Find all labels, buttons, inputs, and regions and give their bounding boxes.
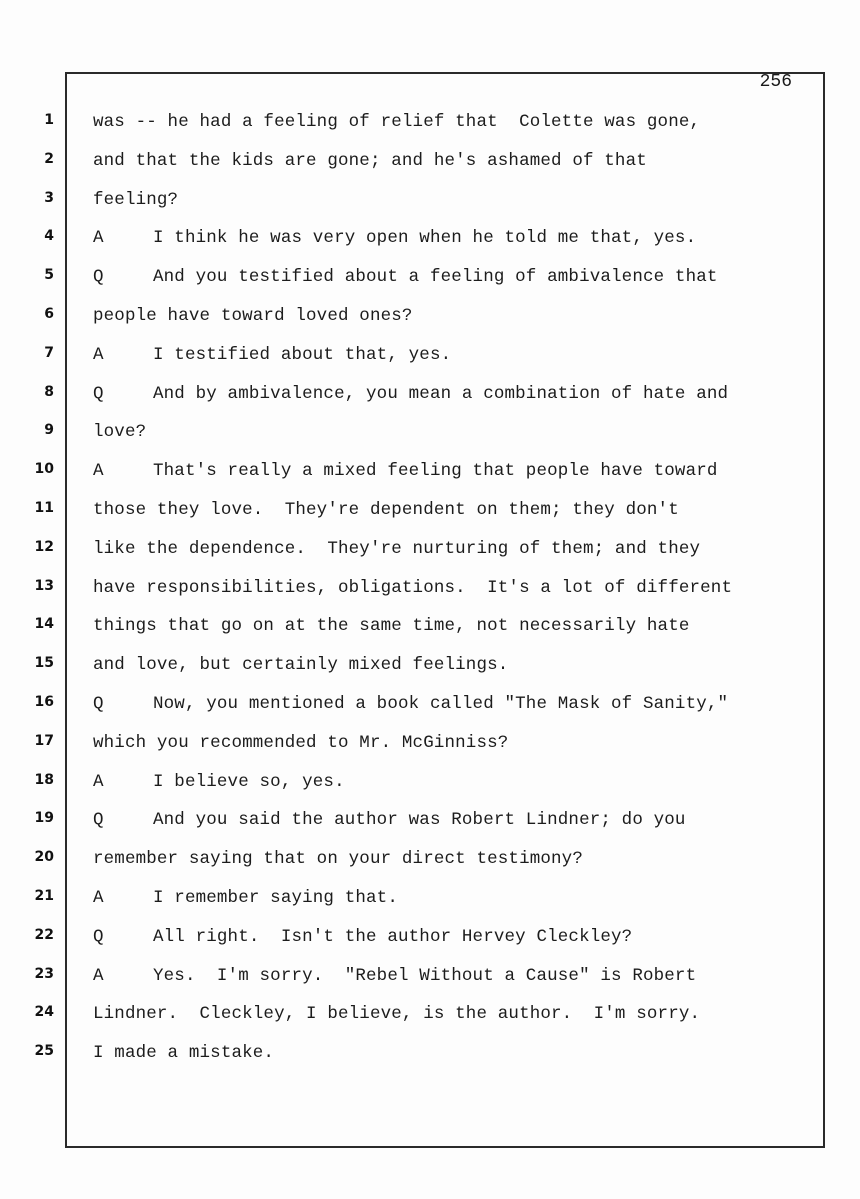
speaker-label: A [93, 461, 104, 482]
line-number: 24 [34, 1004, 54, 1021]
line-number: 15 [34, 655, 54, 672]
line-number: 8 [44, 383, 54, 400]
line-text: Lindner. Cleckley, I believe, is the author. I'm sorry. [93, 1004, 701, 1025]
transcript-line [93, 112, 700, 132]
transcript-line [93, 190, 178, 210]
line-text: and that the kids are gone; and he's ashamed of that [93, 150, 647, 171]
line-text: That's really a mixed feeling that people have toward [153, 461, 718, 482]
line-text: which you recommended to Mr. McGinniss? [93, 732, 509, 753]
transcript-line [93, 151, 647, 171]
line-text: have responsibilities, obligations. It's a lot of different [93, 577, 733, 598]
transcript-line [93, 772, 345, 792]
line-text: people have toward loved ones? [93, 306, 413, 326]
line-number: 21 [34, 888, 54, 904]
line-number: 20 [34, 849, 54, 866]
line-text: I testified about that, yes. [153, 344, 452, 365]
speaker-label: Q [93, 810, 104, 831]
transcript-line [93, 888, 398, 908]
transcript-line [93, 422, 146, 442]
speaker-label: A [93, 344, 104, 365]
page-number: 256 [759, 72, 792, 92]
transcript-line [93, 384, 728, 404]
transcript-line [93, 966, 696, 986]
line-text: And you said the author was Robert Lindner; do you [153, 810, 686, 831]
speaker-label: A [93, 888, 104, 908]
line-text: I think he was very open when he told me that, yes. [153, 228, 697, 249]
transcript-line [93, 578, 732, 598]
transcript-line [93, 228, 696, 248]
speaker-label: Q [93, 383, 104, 404]
line-number: 6 [44, 306, 54, 322]
transcript-line [93, 345, 451, 365]
line-number: 19 [34, 810, 54, 827]
transcript-line [93, 267, 718, 287]
line-text: love? [93, 422, 147, 443]
line-number: 3 [44, 189, 54, 206]
speaker-label: Q [93, 694, 104, 714]
line-text: I remember saying that. [153, 888, 398, 908]
line-text: remember saying that on your direct testimony? [93, 849, 583, 870]
speaker-label: A [93, 771, 104, 792]
line-number: 4 [44, 228, 54, 245]
line-text: things that go on at the same time, not necessarily hate [93, 616, 690, 637]
line-text: Now, you mentioned a book called "The Mask of Sanity," [153, 694, 729, 714]
transcript-line [93, 1043, 274, 1063]
line-text: And you testified about a feeling of ambivalence that [153, 267, 718, 288]
line-number: 23 [34, 965, 54, 982]
line-number: 2 [44, 150, 54, 167]
line-number: 12 [34, 538, 54, 555]
line-text: feeling? [93, 189, 179, 210]
line-text: Yes. I'm sorry. "Rebel Without a Cause" is Robert [153, 965, 697, 986]
transcript-line [93, 927, 632, 947]
line-number: 13 [34, 577, 54, 594]
transcript-line [93, 306, 413, 326]
line-text: All right. Isn't the author Hervey Cleckley? [153, 926, 633, 947]
speaker-label: A [93, 228, 104, 249]
transcript-line [93, 461, 718, 481]
speaker-label: A [93, 965, 104, 986]
line-number: 25 [34, 1043, 54, 1060]
line-text: was -- he had a feeling of relief that Colette was gone, [93, 112, 701, 132]
transcript-line [93, 810, 686, 830]
line-text: those they love. They're dependent on them; they don't [93, 500, 679, 520]
line-text: I made a mistake. [93, 1043, 275, 1064]
line-number: 16 [34, 694, 54, 710]
line-number: 14 [34, 616, 54, 633]
line-text: and love, but certainly mixed feelings. [93, 655, 509, 676]
transcript-line [93, 539, 700, 559]
line-number: 5 [44, 267, 54, 284]
line-number: 22 [34, 926, 54, 943]
line-number: 10 [34, 461, 54, 478]
line-number: 17 [34, 732, 54, 749]
speaker-label: Q [93, 267, 104, 288]
transcript-line [93, 500, 679, 520]
line-text: And by ambivalence, you mean a combination of hate and [153, 383, 729, 404]
transcript-line [93, 616, 690, 636]
line-text: like the dependence. They're nurturing of them; and they [93, 538, 701, 559]
transcript-line [93, 694, 728, 714]
line-number: 9 [44, 422, 54, 439]
line-number: 18 [34, 771, 54, 788]
line-number: 7 [44, 344, 54, 361]
transcript-line [93, 1004, 700, 1024]
line-text: I believe so, yes. [153, 771, 345, 792]
line-number: 11 [34, 500, 54, 516]
transcript-line [93, 849, 583, 869]
transcript-line [93, 733, 508, 753]
speaker-label: Q [93, 926, 104, 947]
line-number: 1 [44, 112, 54, 128]
transcript-line [93, 655, 508, 675]
